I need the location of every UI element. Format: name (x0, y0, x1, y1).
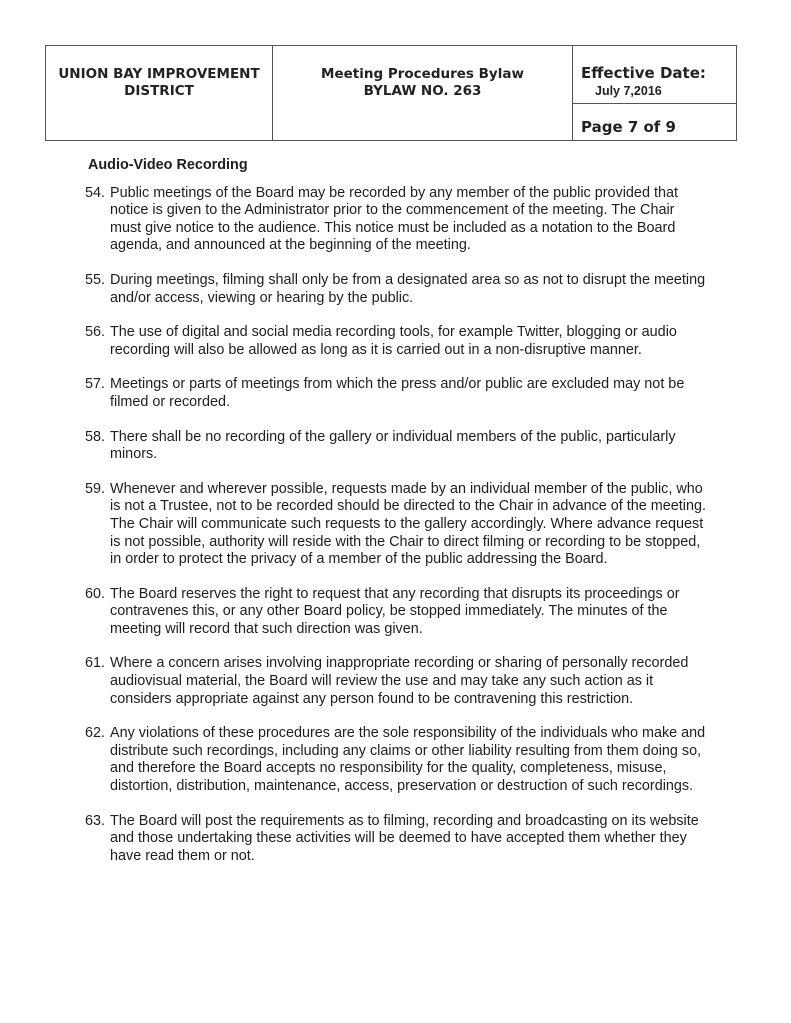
item-text: The Board will post the requirements as to filming, recording and broadcasting on its website and those undertaking these activities will be deemed to have accepted them whether they have read them or not. (110, 812, 699, 864)
list-item (85, 655, 708, 708)
organization-name-line1: UNION BAY IMPROVEMENT (58, 66, 260, 82)
item-number: 59. (85, 480, 106, 497)
list-item (85, 324, 708, 359)
item-number: 55. (85, 271, 106, 288)
item-text: Any violations of these procedures are the sole responsibility of the individuals who make and distribute such recordings, including any claims or other liability resulting from them doing so, and therefore the Board accepts no responsibility for the quality, completeness, misuse, distortion, distribution, maintenance, access, preservation or destruction of such recordings. (110, 725, 706, 795)
list-item (85, 376, 708, 411)
bylaw-number: BYLAW NO. 263 (363, 83, 482, 99)
document-title: Meeting Procedures Bylaw (321, 66, 524, 82)
list-item (85, 428, 708, 464)
document-header-table (45, 45, 737, 141)
page-number-cell (573, 104, 736, 140)
item-text: The use of digital and social media recording tools, for example Twitter, blogging or audio recording will also be allowed as long as it is carried out in a non-disruptive manner. (110, 324, 677, 358)
item-number: 58. (85, 428, 106, 445)
item-text: There shall be no recording of the gallery or individual members of the public, particularly minors. (110, 428, 676, 463)
list-item (85, 184, 708, 255)
numbered-list (85, 184, 708, 866)
section-heading: Audio-Video Recording (88, 157, 248, 173)
item-number: 56. (85, 324, 106, 341)
item-text: Whenever and wherever possible, requests made by an individual member of the public, who is not a Trustee, not to be recorded should be directed to the Chair in advance of the meeting. The Chair will communicate such requests to the gallery accordingly. Where advance request is not possible, authority will reside with the Chair to direct filming or recording to be stopped, in order to protect the privacy of a member of the public addressing the Board. (110, 480, 706, 568)
effective-date-cell (573, 46, 736, 104)
item-number: 60. (85, 585, 106, 602)
item-text: Meetings or parts of meetings from which the press and/or public are excluded may not be filmed or recorded. (110, 376, 685, 410)
item-number: 57. (85, 376, 106, 393)
item-number: 62. (85, 725, 106, 742)
item-number: 61. (85, 655, 106, 672)
item-number: 63. (85, 812, 106, 829)
title-cell (273, 46, 573, 140)
organization-name-line2: DISTRICT (124, 83, 194, 99)
list-item (85, 585, 708, 639)
list-item (85, 480, 708, 569)
list-item (85, 725, 708, 795)
document-body (85, 157, 708, 882)
effective-date-label: Effective Date: (581, 64, 706, 82)
list-item (85, 812, 708, 866)
item-text: The Board reserves the right to request that any recording that disrupts its proceedings or contravenes this, or any other Board policy, be stopped immediately. The minutes of the meeting will record that such direction was given. (110, 585, 680, 637)
item-text: Public meetings of the Board may be recorded by any member of the public provided that notice is given to the Administrator prior to the commencement of the meeting. The Chair must give notice to the audience. This notice must be included as a notation to the Board agenda, and announced at the beginning of the meeting. (110, 184, 678, 254)
item-text: Where a concern arises involving inappropriate recording or sharing of personally recorded audiovisual material, the Board will review the use and may take any such action as it considers appropriate against any person found to be contravening this restriction. (110, 655, 689, 707)
item-text: During meetings, filming shall only be from a designated area so as not to disrupt the meeting and/or access, viewing or hearing by the public. (110, 271, 706, 306)
item-number: 54. (85, 184, 106, 201)
organization-cell (46, 46, 273, 140)
meta-cell (573, 46, 736, 140)
list-item (85, 271, 708, 307)
effective-date-value: July 7,2016 (595, 84, 662, 98)
page-number: Page 7 of 9 (581, 118, 676, 136)
